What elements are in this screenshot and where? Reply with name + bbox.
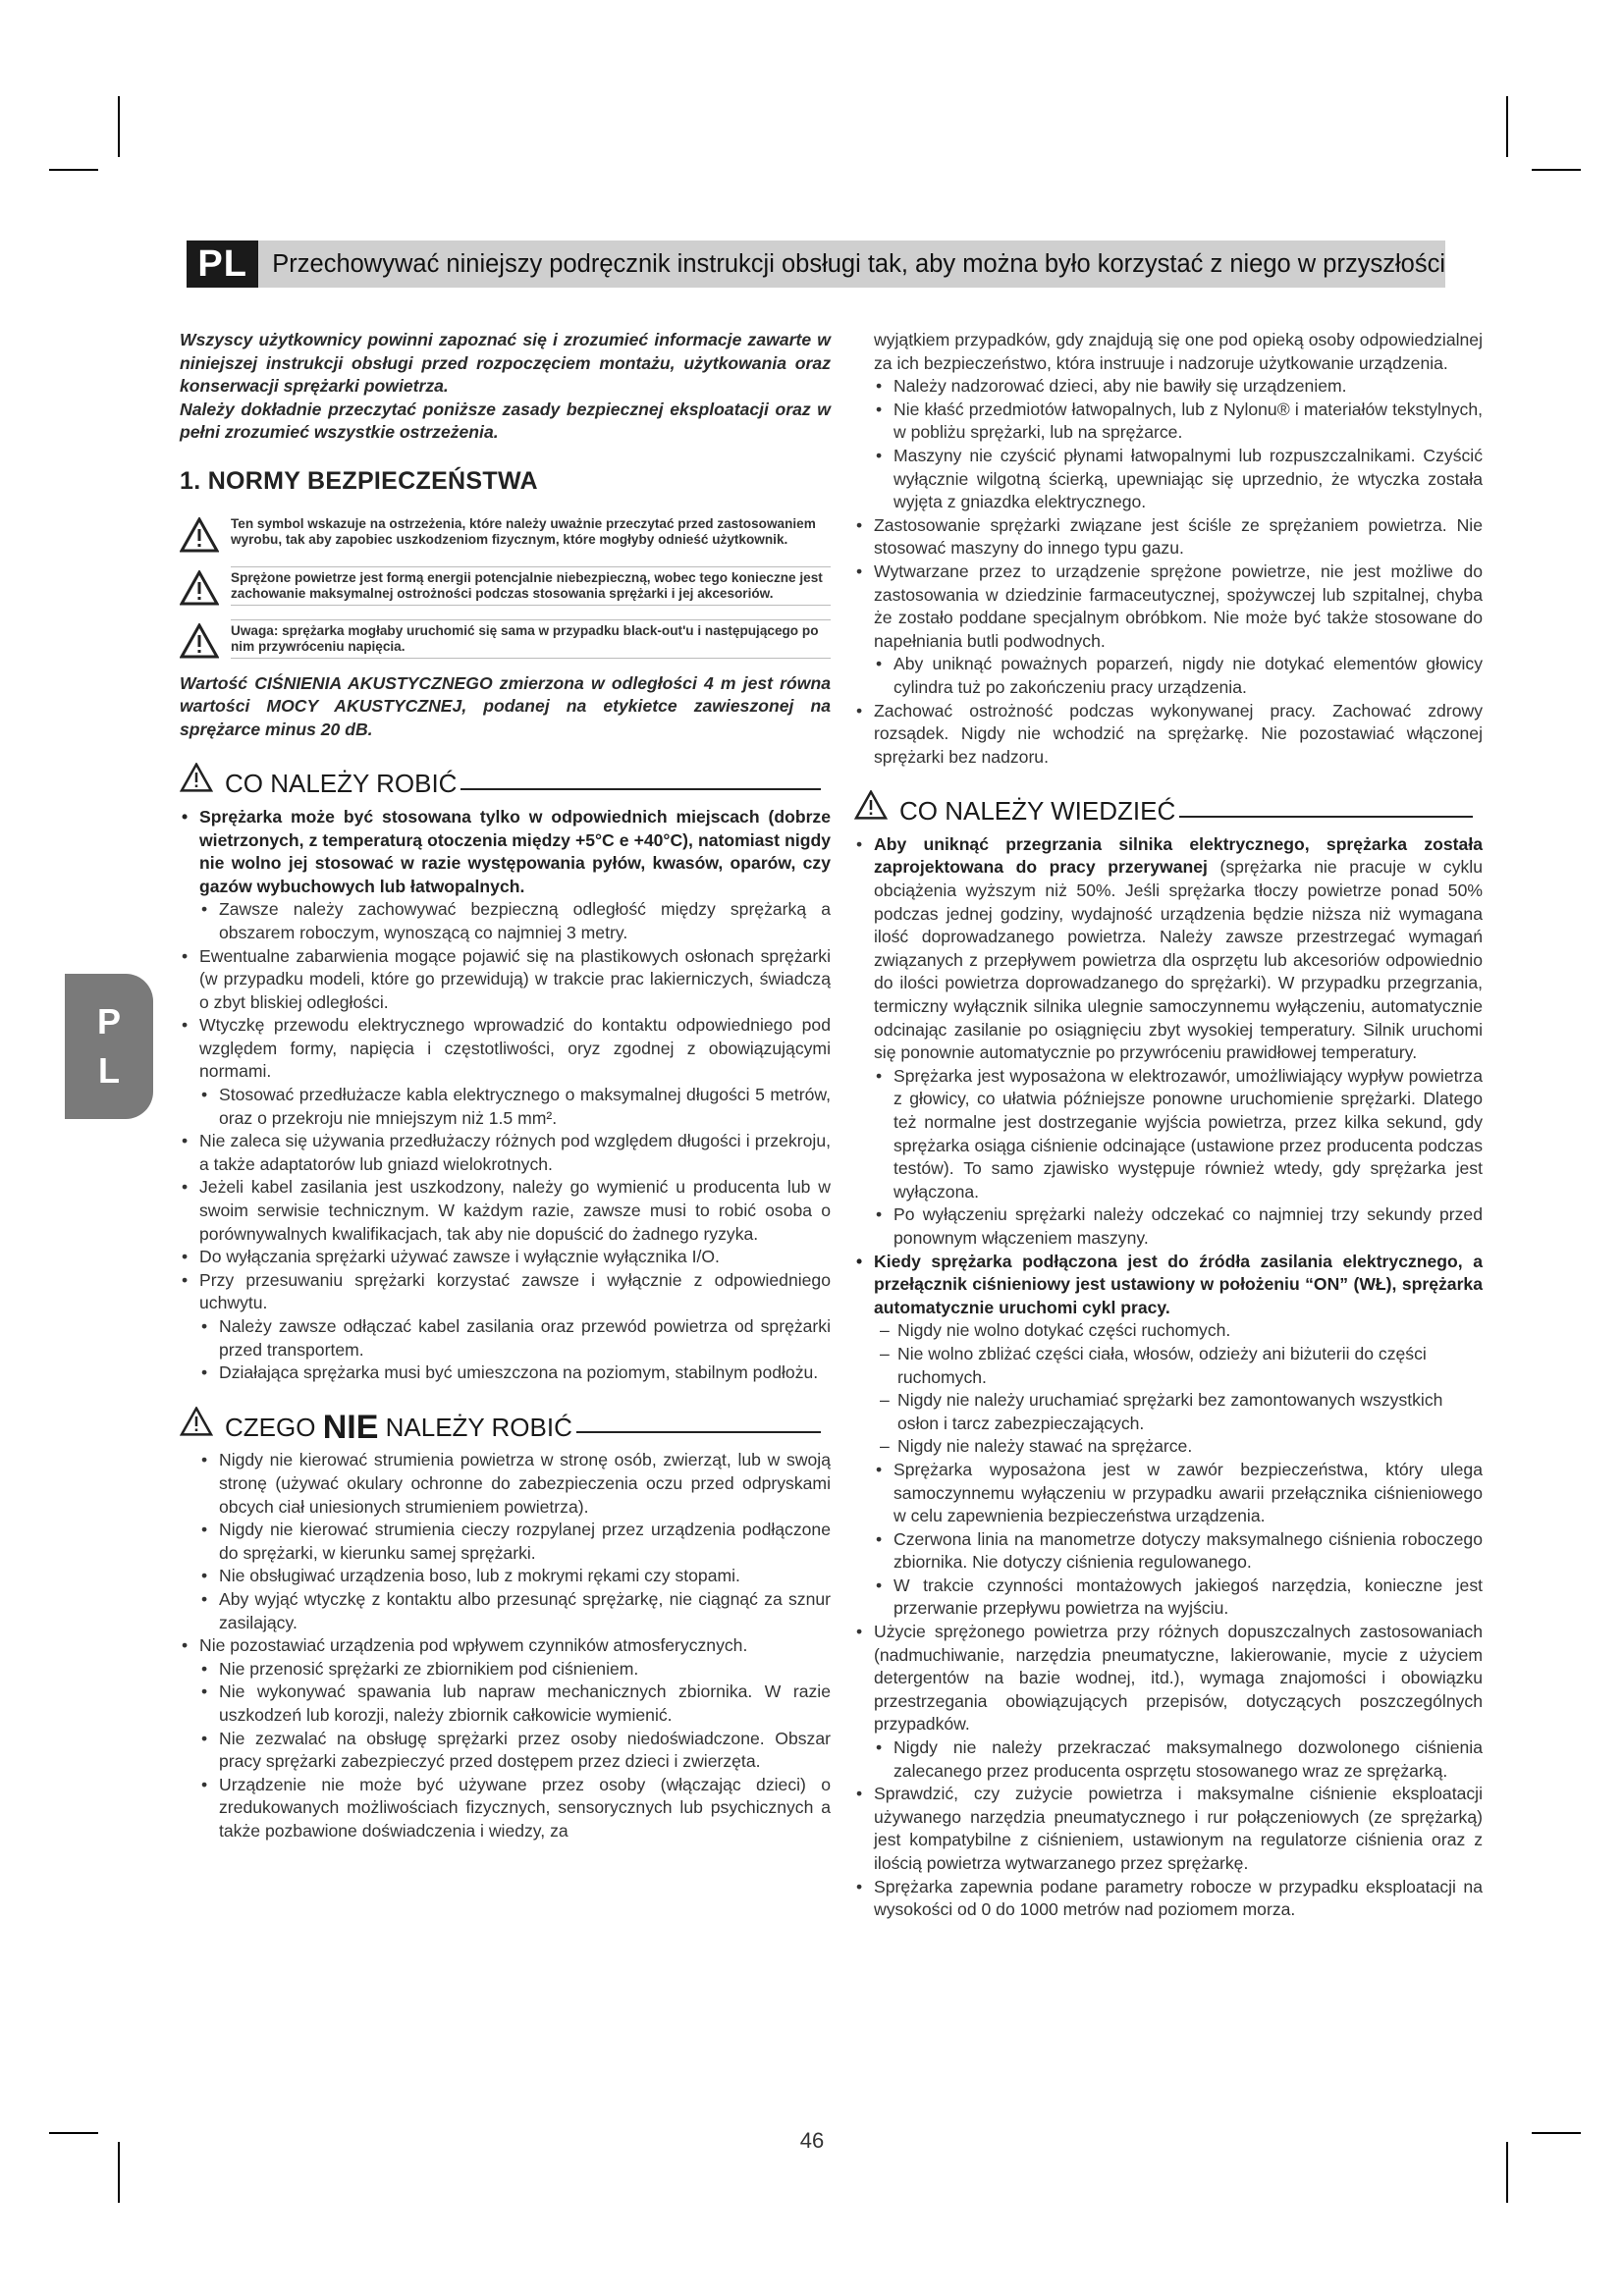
- list-item-text: Nie zezwalać na obsługę sprężarki przez osoby niedoświadczone. Obszar pracy sprężarki zabezpieczyć przed dostępem przez dzieci i zwierzęta.: [219, 1728, 831, 1772]
- list-item: [180, 1658, 831, 1682]
- warning-triangle-icon: [180, 1407, 213, 1440]
- list-item: [854, 653, 1483, 699]
- list-item-bold: Aby uniknąć przegrzania silnika elektrycznego, sprężarka została zaprojektowana do pracy przerywanej: [874, 833, 1483, 878]
- page-number: 46: [799, 2128, 825, 2153]
- page-header: [187, 240, 1445, 288]
- bullet-icon: •: [876, 654, 883, 674]
- list-item: [854, 375, 1483, 399]
- bullet-icon: •: [876, 1065, 883, 1086]
- bullet-icon: •: [201, 1316, 208, 1336]
- list-item: [180, 1362, 831, 1385]
- bullet-icon: •: [876, 1459, 883, 1479]
- intro-paragraph: Należy dokładnie przeczytać poniższe zasady bezpiecznej eksploatacji oraz w pełni zrozumieć wszystkie ostrzeżenia.: [180, 399, 831, 443]
- list-item: • Wtyczkę przewodu elektrycznego wprowadzić do kontaktu odpowiedniego pod względem formy, napięcia i częstotliwości, oryz zgodnej z obowiązującymi normami.: [180, 1014, 831, 1084]
- notice-text: Sprężone powietrze jest formą energii potencjalnie niebezpieczną, wobec tego konieczne jest zachowanie maksymalnej ostrożności podczas stosowania sprężarki i jej akcesoriów.: [231, 566, 831, 606]
- notice-blackout: [180, 619, 831, 663]
- list-item-text: Aby wyjąć wtyczkę z kontaktu albo przesunąć sprężarkę, nie ciągnąć za sznur zasilający.: [219, 1588, 831, 1632]
- list-item: [854, 1203, 1483, 1250]
- bullet-icon: •: [201, 1520, 208, 1540]
- bullet-icon: •: [201, 1362, 208, 1383]
- list-item: • Użycie sprężonego powietrza przy różnych dopuszczalnych zastosowaniach (nadmuchiwanie, narzędzia pneumatyczne, lakierowanie, mycie z użyciem detergentów na bazie wodnej, itd.), wymaga znajomości i obowiązku przestrzegania obowiązujących przepisów, dotyczących poszczególnych przypadków.: [854, 1621, 1483, 1736]
- section-dont-title-post: NALEŻY ROBIĆ: [385, 1412, 572, 1442]
- list-item: • Ewentualne zabarwienia mogące pojawić się na plastikowych osłonach sprężarki (w przypadku modeli, które go przewidują) w trakcie prac lakierniczych, świadczą o zbyt bliskiej odległości.: [180, 945, 831, 1015]
- list-item-text: Nie obsługiwać urządzenia boso, lub z mokrymi rękami czy stopami.: [219, 1566, 740, 1586]
- bullet-icon: •: [876, 376, 883, 397]
- list-item-text: Nie wykonywać spawania lub napraw mechanicznych zbiornika. W razie uszkodzeń lub korozji, należy zbiornik całkowicie wymienić.: [219, 1682, 831, 1725]
- notice-compressed-air: [180, 566, 831, 610]
- dash-item: – Nigdy nie należy uruchamiać sprężarki bez zamontowanych wszystkich osłon i tarcz zabezpieczających.: [854, 1389, 1483, 1435]
- notice-text: Ten symbol wskazuje na ostrzeżenia, które należy uważnie przeczytać przed zastosowaniem wyrobu, tak aby zapobiec uszkodzeniom fizycznym, które mogłyby odnieść użytkownik.: [231, 515, 816, 547]
- section-know-heading: [854, 790, 1483, 827]
- list-item: [180, 1449, 831, 1519]
- bullet-icon: •: [201, 899, 208, 920]
- list-item-text: (sprężarka nie pracuje w cyklu obciążenia wyższym niż 50%. Jeśli sprężarka tłoczy powietrze ponad 50% podczas jednej godziny, wydajność urządzenia będzie niższa niż wymagana ilość doprowadzanego powietrza. Należy zawsze przestrzegać wymagań związanych z przepływem powietrza dla osprzętu lub akcesoriów odpowiednio do ilości powietrza doprowadzanego do sprężarki). W przypadku przegrzania, termiczny wyłącznik silnika ulegnie samoczynnemu wyłączeniu, automatycznie odcinając zasilanie po osiągnięciu zbyt wysokiej temperatury. Silnik uruchomi się ponownie automatycznie po przywróceniu prawidłowej temperatury.: [874, 857, 1483, 1063]
- list-item: [180, 1565, 831, 1588]
- list-item: [180, 1084, 831, 1130]
- list-item: [854, 1575, 1483, 1621]
- list-item: • Zachować ostrożność podczas wykonywanej pracy. Zachować zdrowy rozsądek. Nigdy nie wchodzić na sprężarkę. Nie pozostawiać włączonej sprężarki bez nadzoru.: [854, 700, 1483, 770]
- list-item-text: Sprężarka wyposażona jest w zawór bezpieczeństwa, który ulega samoczynnemu wyłączeniu w przypadku awarii przełącznika ciśnieniowego w celu zapewnienia bezpieczeństwa urządzenia.: [893, 1459, 1483, 1526]
- section-dont-title-nie: NIE: [322, 1408, 379, 1446]
- language-side-tab: [65, 974, 153, 1119]
- list-item: [180, 1728, 831, 1774]
- section-dont-title-pre: CZEGO: [225, 1412, 316, 1442]
- warning-triangle-icon: [180, 763, 213, 796]
- crop-mark: [1532, 169, 1581, 171]
- crop-mark: [1506, 96, 1508, 157]
- bullet-icon: •: [876, 1528, 883, 1549]
- list-item-text: Po wyłączeniu sprężarki należy odczekać co najmniej trzy sekundy przed ponownym włączeniem maszyny.: [893, 1204, 1483, 1248]
- list-item: • Przy przesuwaniu sprężarki korzystać zawsze i wyłącznie z odpowiedniego uchwytu.: [180, 1269, 831, 1315]
- dash-item: – Nie wolno zbliżać części ciała, włosów, odzieży ani biżuterii do części ruchomych.: [854, 1343, 1483, 1389]
- bullet-icon: •: [201, 1450, 208, 1470]
- heading-rule: [576, 1431, 821, 1433]
- notice-symbol: [180, 513, 831, 557]
- section-title: 1. NORMY BEZPIECZEŃSTWA: [180, 466, 538, 495]
- list-item: [854, 399, 1483, 445]
- left-column: [180, 329, 831, 1842]
- list-item: [180, 1519, 831, 1565]
- dash-item: – Nigdy nie należy stawać na sprężarce.: [854, 1435, 1483, 1459]
- section-do-heading: [180, 763, 831, 799]
- bullet-icon: •: [876, 1575, 883, 1595]
- warning-triangle-icon: [180, 623, 219, 663]
- list-item-text: Aby uniknąć poważnych poparzeń, nigdy nie dotykać elementów głowicy cylindra tuż po zakończeniu pracy urządzenia.: [893, 654, 1483, 697]
- warning-triangle-icon: [180, 517, 219, 557]
- list-item: • Kiedy sprężarka podłączona jest do źródła zasilania elektrycznego, a przełącznik ciśnieniowy jest ustawiony w położeniu “ON” (WŁ), sprężarka automatycznie uruchomi cykl pracy.: [854, 1251, 1483, 1320]
- list-item-text: Należy zawsze odłączać kabel zasilania oraz przewód powietrza od sprężarki przed transportem.: [219, 1316, 831, 1360]
- continued-paragraph: wyjątkiem przypadków, gdy znajdują się one pod opieką osoby odpowiedzialnej za ich bezpieczeństwo, która instruuje i nadzoruje użytkowanie urządzenia.: [874, 330, 1483, 373]
- list-item: • Nie zaleca się używania przedłużaczy różnych pod względem długości i przekroju, a także adaptatorów lub gniazd wielokrotnych.: [180, 1130, 831, 1176]
- list-item: • Jeżeli kabel zasilania jest uszkodzony, należy go wymienić u producenta lub w swoim serwisie technicznym. W każdym razie, zawsze musi to robić osoba o porównywalnych kwalifikacjach, tak aby nie dopuścić do żadnego ryzyka.: [180, 1176, 831, 1246]
- language-badge: PL: [187, 240, 258, 288]
- side-tab-letter: P: [96, 1001, 121, 1041]
- acoustic-pressure-note: Wartość CIŚNIENIA AKUSTYCZNEGO zmierzona w odległości 4 m jest równa wartości MOCY AKUSTYCZNEJ, podanej na etykietce zawieszonej na sprężarce minus 20 dB.: [180, 672, 831, 739]
- crop-mark: [118, 96, 120, 157]
- list-item-text: Stosować przedłużacze kabla elektrycznego o maksymalnej długości 5 metrów, oraz o przekroju nie mniejszym niż 1.5 mm².: [219, 1085, 831, 1128]
- list-item-text: Urządzenie nie może być używane przez osoby (włączając dzieci) o zredukowanych możliwościach fizycznych, sensorycznych lub psychicznych a także pozbawione doświadczenia i wiedzy, za: [219, 1774, 831, 1841]
- list-item: [854, 445, 1483, 514]
- bullet-icon: •: [876, 445, 883, 465]
- bullet-icon: •: [201, 1588, 208, 1609]
- warning-triangle-icon: [180, 570, 219, 610]
- list-item: [854, 1065, 1483, 1204]
- list-item: • Zastosowanie sprężarki związane jest ściśle ze sprężaniem powietrza. Nie stosować maszyny do innego typu gazu.: [854, 514, 1483, 561]
- bullet-icon: •: [876, 399, 883, 419]
- list-item: [180, 1315, 831, 1362]
- list-item: [180, 1681, 831, 1727]
- list-item: • Wytwarzane przez to urządzenie sprężone powietrze, nie jest możliwe do zastosowania w dziedzinie farmaceutycznej, spożywczej lub szpitalnej, chyba że zostało poddane specjalnym obróbkom. Nie może być także stosowane do napełniania butli podwodnych.: [854, 561, 1483, 653]
- list-item-text: Należy nadzorować dzieci, aby nie bawiły się urządzeniem.: [893, 376, 1347, 397]
- list-item-text: Czerwona linia na manometrze dotyczy maksymalnego ciśnienia roboczego zbiornika. Nie dotyczy ciśnienia regulowanego.: [893, 1528, 1483, 1573]
- list-item-text: Działająca sprężarka musi być umieszczona na poziomym, stabilnym podłożu.: [219, 1362, 819, 1383]
- list-item-text: Sprężarka jest wyposażona w elektrozawór, umożliwiający wypływ powietrza z głowicy, co ułatwia późniejsze ponowne uruchomienie sprężarki. Dlatego też normalne jest dostrzeganie wyjścia powietrza, przez kilka sekund, gdy sprężarka osiąga ciśnienie odcinające (ustawione przez producenta podczas testów). To samo zjawisko występuje również wtedy, gdy sprężarka jest wyłączona.: [893, 1065, 1483, 1201]
- bullet-icon: •: [876, 1204, 883, 1225]
- list-item: • Nie pozostawiać urządzenia pod wpływem czynników atmosferycznych.: [180, 1634, 831, 1658]
- bullet-icon: •: [876, 1737, 883, 1758]
- list-item: [180, 898, 831, 944]
- list-item-text: Nie kłaść przedmiotów łatwopalnych, lub z Nylonu® i materiałów tekstylnych, w pobliżu sprężarki, lub na sprężarce.: [893, 399, 1483, 443]
- bullet-icon: •: [201, 1566, 208, 1586]
- section-dont-heading: [180, 1407, 831, 1446]
- list-item: [854, 1736, 1483, 1783]
- list-item-text: W trakcie czynności montażowych jakiegoś narzędzia, konieczne jest przerwanie przepływu powietrza na wyjściu.: [893, 1575, 1483, 1619]
- intro-paragraph: Wszyscy użytkownicy powinni zapoznać się i zrozumieć informacje zawarte w niniejszej instrukcji obsługi przed rozpoczęciem montażu, użytkowania oraz konserwacji sprężarki powietrza.: [180, 330, 831, 397]
- list-item-text: Nigdy nie kierować strumienia cieczy rozpylanej przez urządzenia podłączone do sprężarki, w kierunku samej sprężarki.: [219, 1520, 831, 1563]
- list-item: • Sprężarka może być stosowana tylko w odpowiednich miejscach (dobrze wietrzonych, z temperaturą otoczenia między +5°C e +40°C), natomiast nigdy nie wolno jej stosować w razie występowania pyłów, kwasów, oparów, czy gazów wybuchowych lub łatwopalnych.: [180, 806, 831, 898]
- side-tab-letter: L: [98, 1050, 120, 1091]
- list-item: [854, 1528, 1483, 1575]
- list-item: [854, 1459, 1483, 1528]
- bullet-icon: •: [201, 1658, 208, 1679]
- list-item-text: Zawsze należy zachowywać bezpieczną odległość między sprężarką a obszarem roboczym, wynoszącą co najmniej 3 metry.: [219, 899, 831, 942]
- section-do-title: CO NALEŻY ROBIĆ: [225, 769, 458, 799]
- list-item: • Do wyłączania sprężarki używać zawsze i wyłącznie wyłącznika I/O.: [180, 1246, 831, 1269]
- list-item: [854, 833, 1483, 1065]
- heading-rule: [460, 788, 821, 790]
- warning-triangle-icon: [854, 790, 888, 824]
- list-item: • Sprężarka zapewnia podane parametry robocze w przypadku eksploatacji na wysokości od 0 do 1000 metrów nad poziomem morza.: [854, 1876, 1483, 1922]
- list-item-text: Nigdy nie kierować strumienia powietrza w stronę osób, zwierząt, lub w swoją stronę (używać okulary ochronne do zabezpieczenia oczu przed odpryskami obcych ciał uniesionych strumieniem powietrza).: [219, 1450, 831, 1517]
- list-item-text: Maszyny nie czyścić płynami łatwopalnymi lub rozpuszczalnikami. Czyścić wyłącznie wilgotną ścierką, upewniając się uprzednio, że wtyczka została wyjęta z gniazdka elektrycznego.: [893, 445, 1483, 512]
- list-item: [180, 1774, 831, 1843]
- bullet-icon: •: [201, 1682, 208, 1702]
- heading-rule: [1179, 816, 1473, 818]
- header-title: Przechowywać niniejszy podręcznik instrukcji obsługi tak, aby można było korzystać z niego w przyszłości: [272, 249, 1445, 278]
- notice-text: Uwaga: sprężarka mogłaby uruchomić się sama w przypadku black-out'u i następującego po nim przywróceniu napięcia.: [231, 619, 831, 659]
- bullet-icon: •: [201, 1728, 208, 1748]
- list-item-text: Nie przenosić sprężarki ze zbiornikiem pod ciśnieniem.: [219, 1658, 639, 1679]
- crop-mark: [49, 169, 98, 171]
- list-item: • Sprawdzić, czy zużycie powietrza i maksymalne ciśnienie eksploatacji używanego narzędzia pneumatycznego i rur połączeniowych (ze sprężarką) jest kompatybilne z ciśnieniem, ustawionym na regulatorze ciśnienia oraz z ilością powietrza wytwarzanego przez sprężarkę.: [854, 1783, 1483, 1875]
- list-item: [180, 1588, 831, 1634]
- section-know-title: CO NALEŻY WIEDZIEĆ: [899, 796, 1176, 827]
- right-column: [854, 329, 1483, 1922]
- list-item-text: Nigdy nie należy przekraczać maksymalnego dozwolonego ciśnienia zalecanego przez producenta osprzętu stosowanego wraz ze sprężarką.: [893, 1737, 1483, 1781]
- bullet-icon: •: [201, 1085, 208, 1105]
- bullet-icon: •: [201, 1774, 208, 1794]
- dash-item: – Nigdy nie wolno dotykać części ruchomych.: [854, 1319, 1483, 1343]
